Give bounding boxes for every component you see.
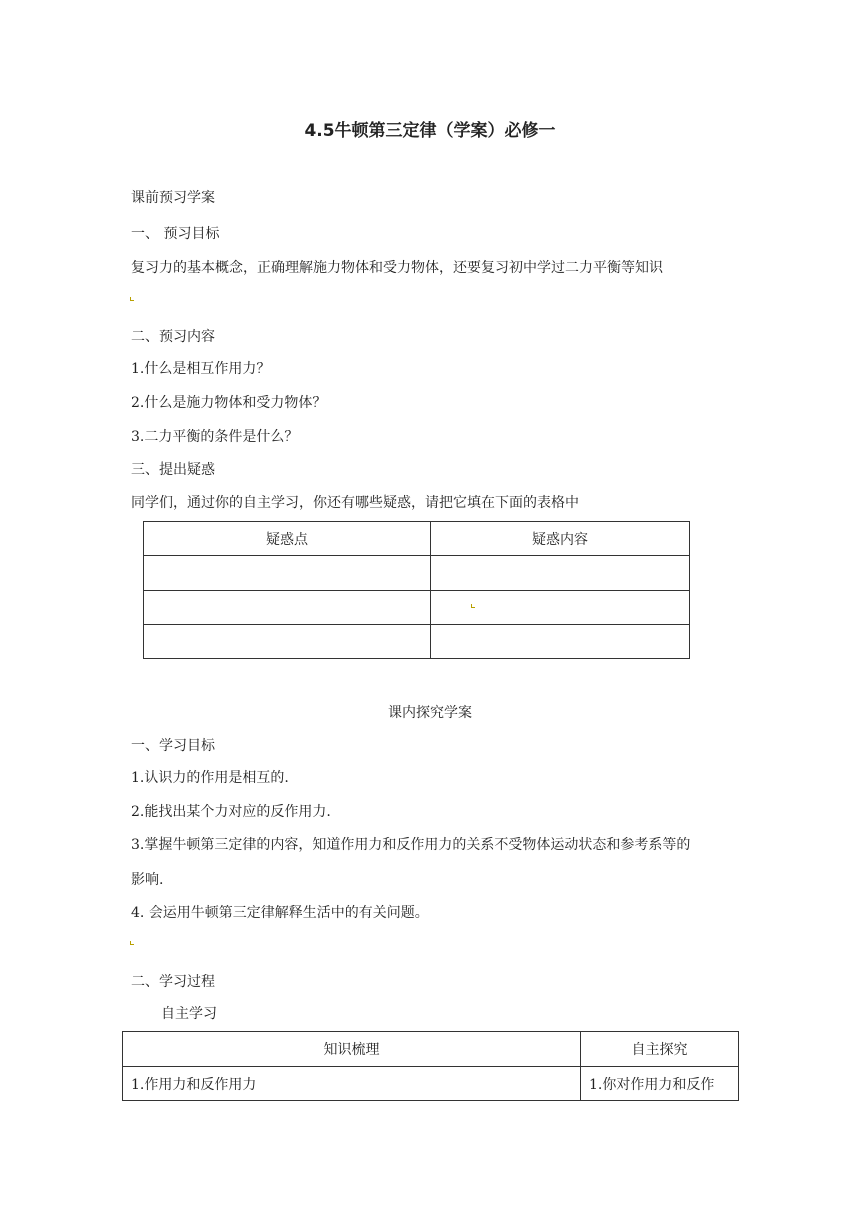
preview-question-3: 3.二力平衡的条件是什么？ <box>131 429 299 445</box>
preview-goal-title: 一、 预习目标 <box>131 226 220 242</box>
table-row <box>123 1067 739 1101</box>
section-heading-preview: 课前预习学案 <box>131 190 215 206</box>
doubts-header-point: 疑惑点 <box>144 522 431 556</box>
doubts-header-content: 疑惑内容 <box>431 522 690 556</box>
preview-question-2: 2.什么是施力物体和受力物体？ <box>131 395 327 411</box>
preview-question-1: 1.什么是相互作用力？ <box>131 361 271 377</box>
table-cell: 1.作用力和反作用力 <box>123 1067 581 1101</box>
preview-goal-text: 复习力的基本概念，正确理解施力物体和受力物体，还要复习初中学过二力平衡等知识 <box>131 260 663 276</box>
page-title: 4.5牛顿第三定律（学案）必修一 <box>304 121 556 141</box>
goal-1: 1.认识力的作用是相互的. <box>131 770 289 786</box>
learning-process-title: 二、学习过程 <box>131 974 215 990</box>
edit-mark <box>130 297 134 301</box>
table-row <box>144 625 690 659</box>
table-cell[interactable] <box>144 556 431 591</box>
goal-3: 3.掌握牛顿第三定律的内容，知道作用力和反作用力的关系不受物体运动状态和参考系等的 <box>131 837 691 853</box>
table-cell[interactable] <box>144 625 431 659</box>
preview-content-title: 二、预习内容 <box>131 329 215 345</box>
table-cell[interactable] <box>431 591 690 625</box>
edit-mark <box>130 941 134 945</box>
self-study-label: 自主学习 <box>161 1006 217 1022</box>
goal-3-continued: 影响. <box>131 872 164 888</box>
doubts-instruction: 同学们，通过你的自主学习，你还有哪些疑惑，请把它填在下面的表格中 <box>131 495 579 511</box>
table-cell[interactable] <box>431 625 690 659</box>
learning-goals-title: 一、学习目标 <box>131 738 215 754</box>
goal-2: 2.能找出某个力对应的反作用力. <box>131 804 331 820</box>
edit-mark <box>471 604 475 608</box>
doubts-title: 三、提出疑惑 <box>131 462 215 478</box>
table-row <box>144 556 690 591</box>
self-study-header-knowledge: 知识梳理 <box>123 1032 581 1067</box>
table-cell[interactable] <box>431 556 690 591</box>
table-cell: 1.你对作用力和反作 <box>581 1067 739 1101</box>
self-study-table <box>122 1031 739 1101</box>
table-row <box>144 591 690 625</box>
self-study-header-explore: 自主探究 <box>581 1032 739 1067</box>
goal-4: 4. 会运用牛顿第三定律解释生活中的有关问题。 <box>131 905 429 921</box>
table-cell[interactable] <box>144 591 431 625</box>
doubts-table <box>143 521 690 659</box>
section-heading-inclass: 课内探究学案 <box>388 705 472 721</box>
